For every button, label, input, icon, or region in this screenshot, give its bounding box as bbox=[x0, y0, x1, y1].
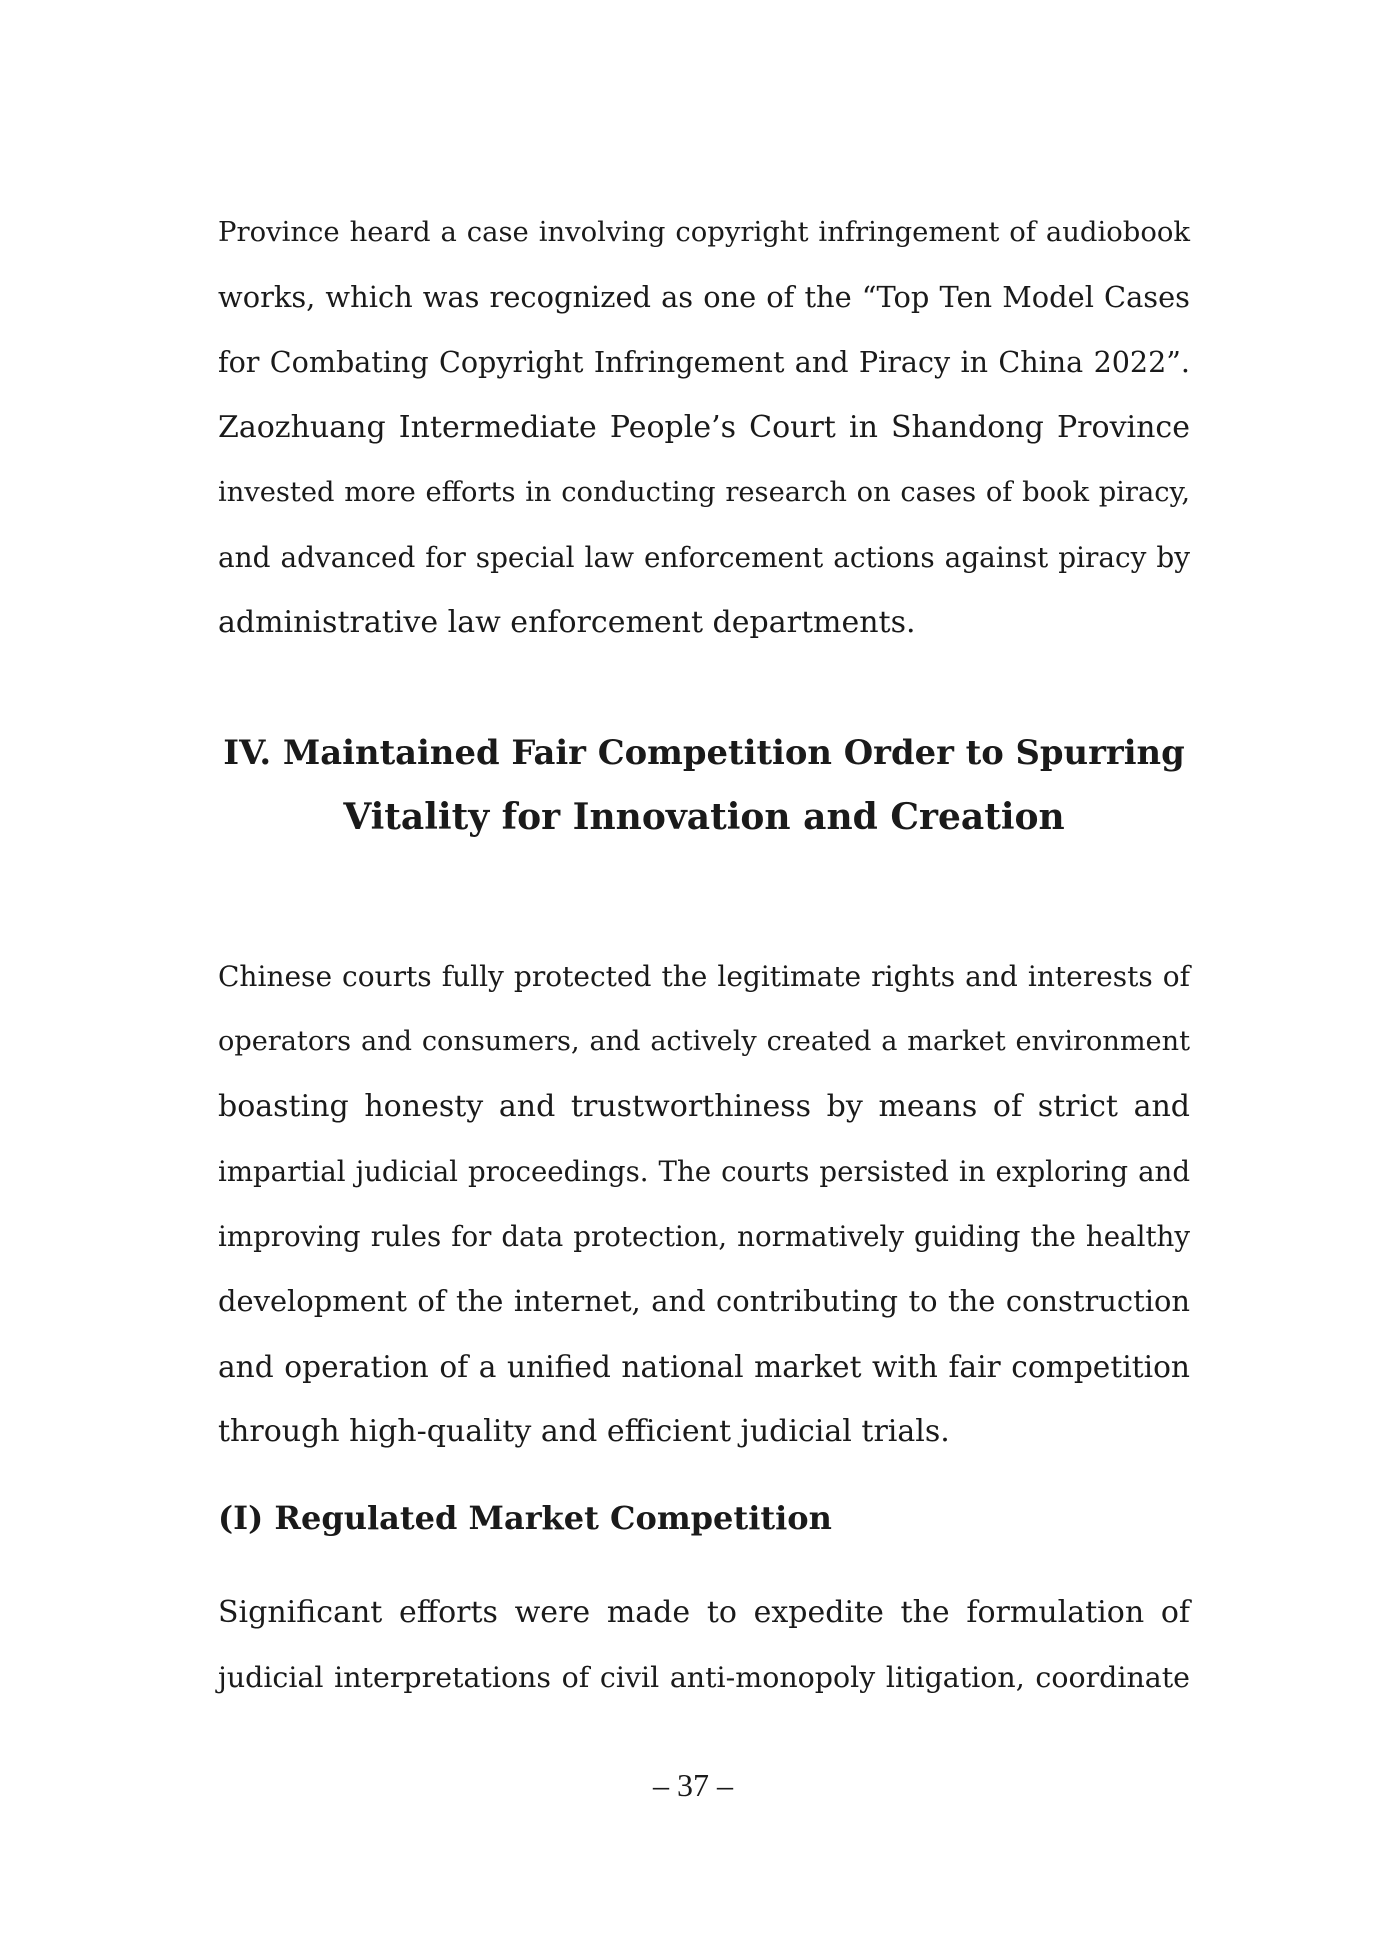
section-heading bbox=[218, 720, 1190, 850]
paragraph-line: judicial interpretations of civil anti-monopoly litigation, coordinate bbox=[218, 1661, 1190, 1694]
paragraph-line: development of the internet, and contributing to the construction bbox=[218, 1284, 1190, 1318]
paragraph-line: works, which was recognized as one of the “Top Ten Model Cases bbox=[218, 280, 1190, 314]
paragraph-line: and advanced for special law enforcement actions against piracy by bbox=[218, 541, 1190, 574]
paragraph-line: invested more efforts in conducting research on cases of book piracy, bbox=[218, 477, 1190, 508]
paragraph-line: through high-quality and efficient judicial trials. bbox=[218, 1414, 950, 1449]
paragraph-intro bbox=[218, 200, 1190, 655]
paragraph-line: impartial judicial proceedings. The courts persisted in exploring and bbox=[218, 1155, 1190, 1188]
paragraph-line: Zaozhuang Intermediate People’s Court in Shandong Province bbox=[218, 410, 1190, 445]
page-number: – 37 – bbox=[653, 1767, 733, 1803]
paragraph-section bbox=[218, 944, 1190, 1464]
paragraph-line: Province heard a case involving copyright infringement of audiobook bbox=[218, 217, 1190, 248]
paragraph-line: improving rules for data protection, normatively guiding the healthy bbox=[218, 1220, 1190, 1253]
paragraph-line: Chinese courts fully protected the legitimate rights and interests of bbox=[218, 960, 1190, 993]
paragraph-line: operators and consumers, and actively created a market environment bbox=[218, 1026, 1190, 1057]
paragraph-line: for Combating Copyright Infringement and Piracy in China 2022”. bbox=[218, 345, 1190, 379]
paragraph-line: administrative law enforcement departments. bbox=[218, 605, 916, 640]
paragraph-line: Significant efforts were made to expedite the formulation of bbox=[218, 1595, 1190, 1630]
subsection-heading: (I) Regulated Market Competition bbox=[218, 1499, 832, 1537]
paragraph-line: boasting honesty and trustworthiness by means of strict and bbox=[218, 1089, 1190, 1124]
section-heading-line: IV. Maintained Fair Competition Order to Spurring bbox=[223, 732, 1185, 772]
paragraph-line: and operation of a unified national market with fair competition bbox=[218, 1349, 1190, 1384]
section-heading-line: Vitality for Innovation and Creation bbox=[343, 796, 1065, 838]
paragraph-subsection bbox=[218, 1580, 1190, 1710]
